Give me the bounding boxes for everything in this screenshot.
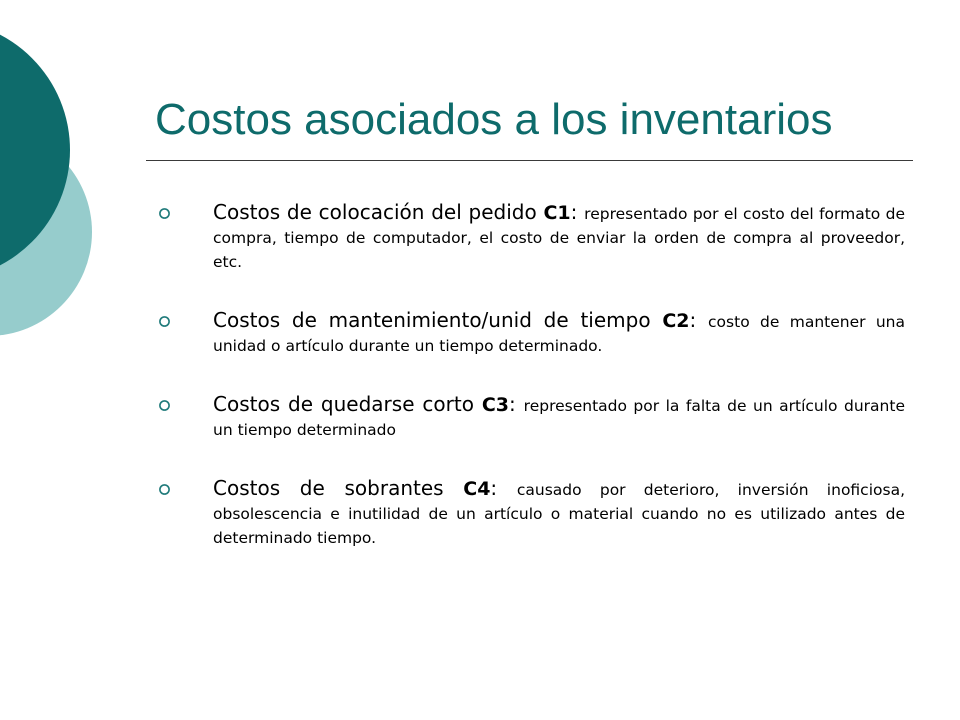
decorative-circles [0, 0, 120, 400]
bullet-separator: : [490, 476, 517, 500]
bullet-description: representado por la falta de un artículo durante un tiempo determinado [213, 397, 905, 439]
bullet-lead: Costos de quedarse corto [213, 392, 482, 416]
hollow-bullet-icon [158, 483, 171, 496]
slide-title: Costos asociados a los inventarios [155, 95, 833, 144]
bullet-code: C4 [463, 478, 491, 500]
bullet-item-c1 [155, 200, 905, 274]
hollow-bullet-icon [158, 399, 171, 412]
bullet-description: costo de mantener una unidad o artículo durante un tiempo determinado. [213, 313, 905, 355]
bullet-item-c4 [155, 476, 905, 550]
bullet-code: C3 [481, 394, 510, 416]
bullet-separator: : [570, 200, 585, 224]
bullet-description: causado por deterioro, inversión inoficiosa, obsolescencia e inutilidad de un artículo o material cuando no es utilizado antes de determinado tiempo. [213, 481, 905, 547]
bullet-lead: Costos de mantenimiento/unid de tiempo [213, 308, 663, 332]
bullet-separator: : [509, 392, 524, 416]
bullet-code: C2 [662, 310, 690, 332]
hollow-bullet-icon [158, 207, 171, 220]
bullet-lead: Costos de colocación del pedido [213, 200, 544, 224]
bullet-code: C1 [543, 202, 571, 224]
bullet-description: representado por el costo del formato de compra, tiempo de computador, el costo de enviar la orden de compra al proveedor, etc. [213, 205, 905, 271]
bullet-item-c2 [155, 308, 905, 358]
hollow-bullet-icon [158, 315, 171, 328]
title-underline [146, 160, 913, 161]
bullet-lead: Costos de sobrantes [213, 476, 464, 500]
bullet-item-c3 [155, 392, 905, 442]
bullet-list [155, 200, 905, 550]
bullet-separator: : [689, 308, 709, 332]
